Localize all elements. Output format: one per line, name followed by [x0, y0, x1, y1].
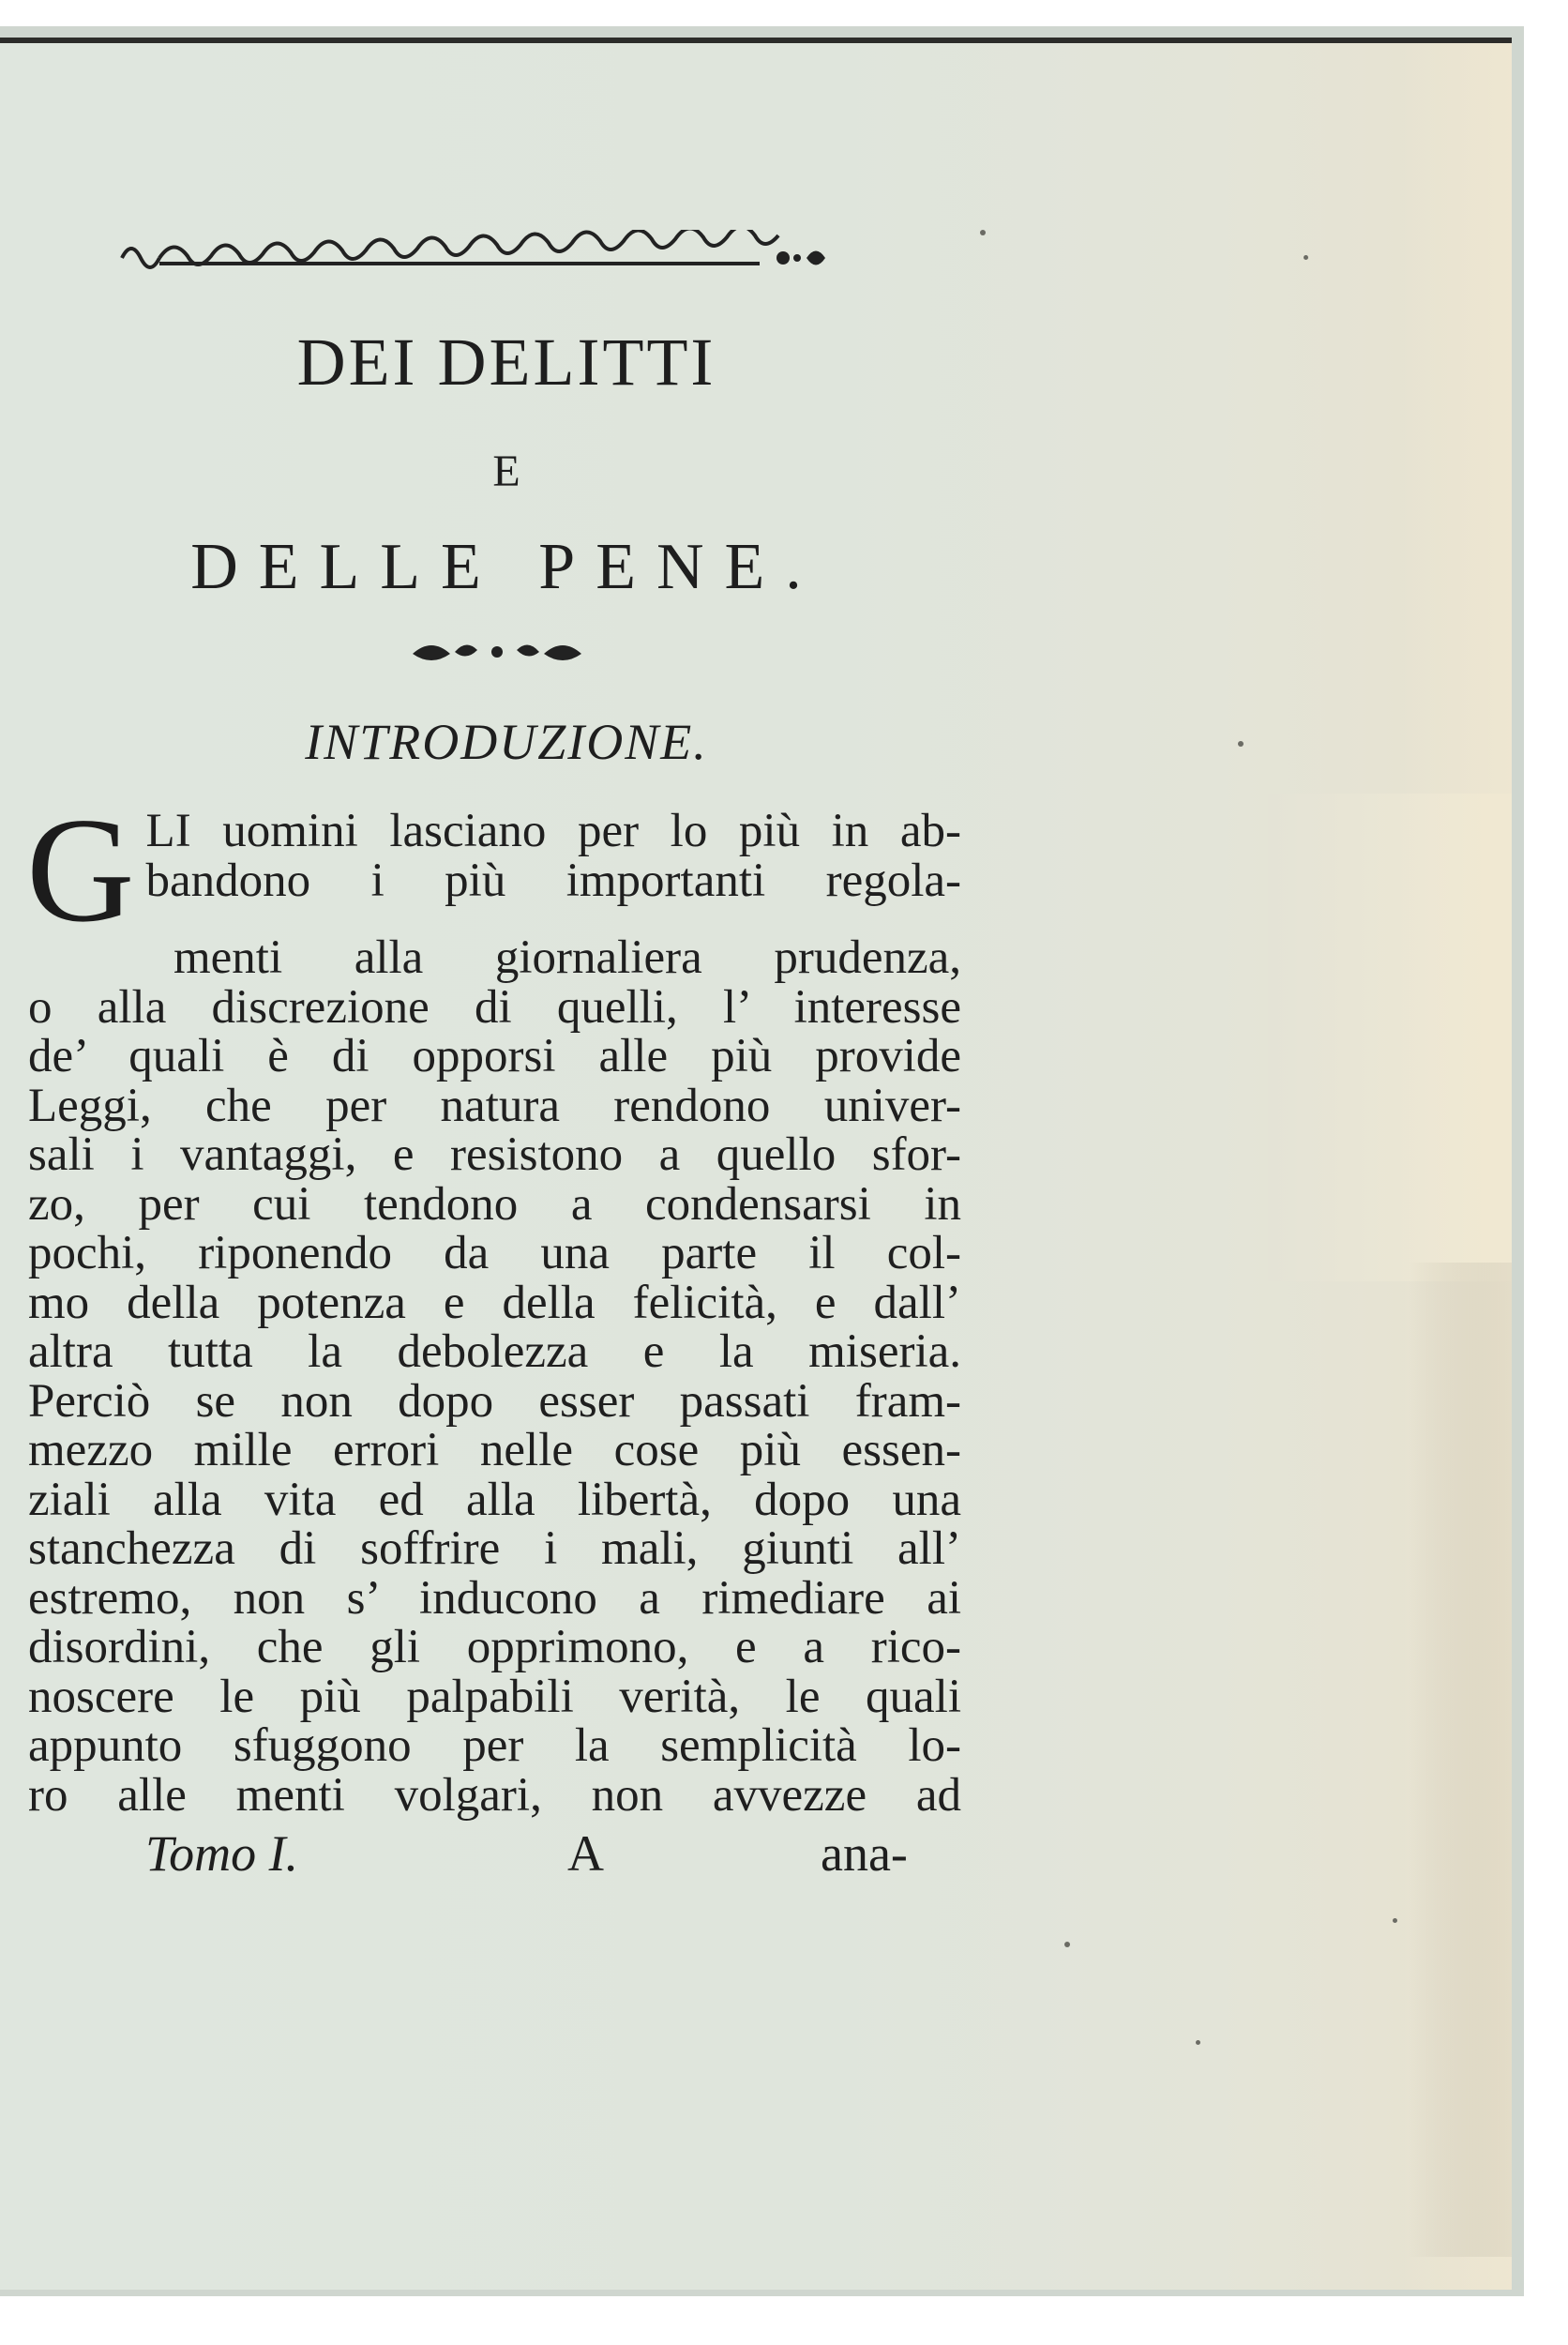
paper-speck	[1393, 1918, 1397, 1923]
paper-speck	[1196, 2040, 1200, 2045]
paper-speck	[1064, 1942, 1070, 1947]
catchword: ana-	[821, 1825, 908, 1882]
text-line: noscere le più palpabili verità, le quali	[28, 1670, 961, 1723]
text-line: disordini, che gli opprimono, e a rico-	[28, 1621, 961, 1673]
text-line: appunto sfuggono per la semplicità lo-	[28, 1719, 961, 1772]
text-line: sali i vantaggi, e resistono a quello sfor-	[28, 1128, 961, 1181]
title-line-3: DELLE PENE.	[190, 531, 822, 603]
paper-speck	[1304, 255, 1308, 260]
text-line: stanchezza di soffrire i mali, giunti all’	[28, 1522, 961, 1575]
text-line: de’ quali è di opporsi alle più provide	[28, 1030, 961, 1082]
paper-speck	[980, 230, 986, 235]
paper-speck	[1238, 741, 1244, 747]
title-vine-ornament	[403, 633, 591, 671]
text-line: mezzo mille errori nelle cose più essen-	[28, 1424, 961, 1476]
text-line: pochi, riponendo da una parte il col-	[28, 1227, 961, 1279]
body-paragraph	[26, 786, 961, 1822]
text-line: Leggi, che per natura rendono univer-	[28, 1079, 961, 1132]
page-edge-shadow	[1409, 1263, 1512, 2257]
title-line-1: DEI DELITTI	[296, 325, 716, 400]
text-line: altra tutta la debolezza e la miseria.	[28, 1325, 961, 1378]
text-line: ro alle menti volgari, non avvezze ad	[28, 1768, 961, 1822]
text-line: mo della potenza e della felicità, e dall’	[28, 1276, 961, 1329]
drop-cap: G	[26, 786, 135, 953]
header-scroll-ornament	[117, 230, 867, 286]
page-edge-strip	[1268, 794, 1512, 1281]
title-line-2: E	[492, 446, 520, 496]
volume-label: Tomo I.	[145, 1825, 299, 1882]
section-heading: INTRODUZIONE.	[305, 714, 708, 770]
text-line: zo, per cui tendono a condensarsi in	[28, 1177, 961, 1231]
text-line: o alla discrezione di quelli, l’ interesse	[28, 980, 961, 1034]
signature-mark: A	[567, 1825, 604, 1882]
page-footer	[141, 1824, 908, 1890]
text-line: ziali alla vita ed alla libertà, dopo una	[28, 1473, 961, 1526]
text-line: LI uomini lasciano per lo più in ab-	[145, 805, 961, 857]
text-line: bandono i più importanti regola-	[145, 854, 961, 907]
text-line: Perciò se non dopo esser passati fram-	[28, 1374, 961, 1428]
text-line: estremo, non s’ inducono a rimediare ai	[28, 1571, 961, 1625]
text-line: menti alla giornaliera prudenza,	[173, 931, 961, 984]
